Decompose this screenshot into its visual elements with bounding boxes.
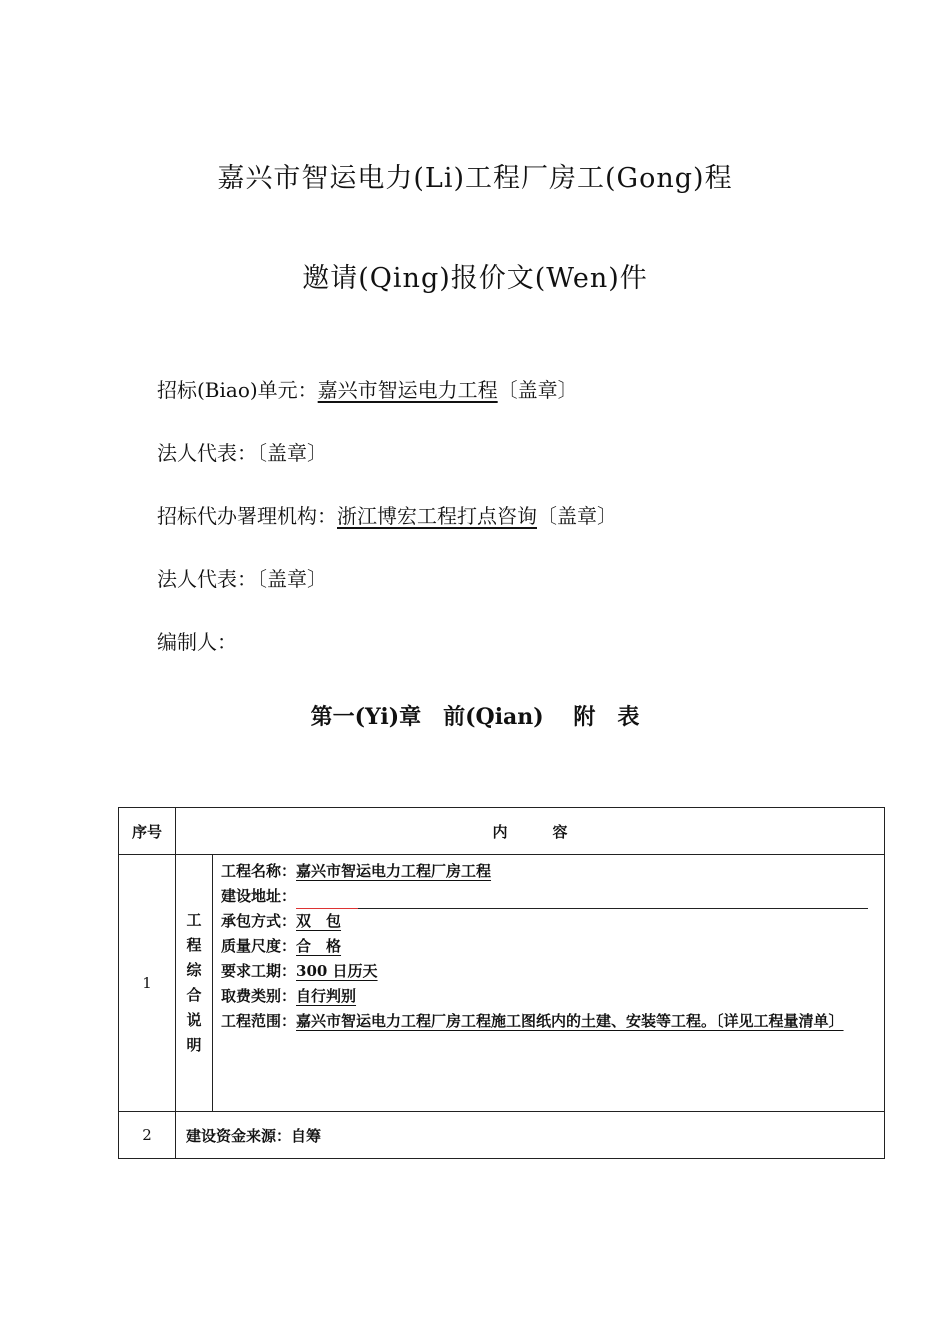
header-content: 内 容 [176, 808, 885, 855]
compiler-label: 编制人： [157, 630, 237, 654]
front-appendix-table [118, 807, 885, 1159]
item-value: 嘉兴市智运电力工程厂房工程 [296, 862, 492, 880]
item-label: 取费类别： [221, 987, 297, 1005]
document-title-line1: 嘉兴市智运电力(Li)工程厂房工(Gong)程 [217, 163, 733, 194]
duration-item [221, 959, 876, 984]
legal-rep-line-1 [157, 437, 327, 466]
legal-rep-line-2 [157, 563, 327, 592]
agency-label: 招标代办署理机构： [157, 504, 337, 528]
agency-line [157, 500, 617, 529]
item-label: 工程名称： [221, 862, 297, 880]
header-seq: 序号 [119, 808, 176, 855]
address-blank-line [296, 890, 868, 909]
document-title-line2: 邀请(Qing)报价文(Wen)件 [302, 263, 648, 294]
tender-unit-value: 嘉兴市智运电力工程 [317, 378, 498, 402]
item-value: 双 包 [296, 912, 342, 930]
vlabel-char: 综 [186, 961, 202, 979]
row1-seq: 1 [119, 855, 176, 1112]
row2-content: 建设资金来源：自筹 [176, 1112, 885, 1159]
quality-item [221, 934, 876, 959]
compiler-line [157, 626, 237, 655]
tender-unit-line [157, 374, 578, 403]
table-row [119, 855, 885, 1112]
item-value: 合 格 [296, 937, 342, 955]
agency-value: 浙江博宏工程打点咨询 [337, 504, 537, 528]
row1-details [213, 855, 885, 1112]
legal-rep-seal-2: 〔盖章〕 [257, 567, 327, 591]
item-label: 要求工期： [221, 962, 297, 980]
contract-mode-item [221, 909, 876, 934]
table-row [119, 1112, 885, 1159]
vlabel-char: 程 [186, 936, 202, 954]
legal-rep-label-1: 法人代表： [157, 441, 257, 465]
vlabel-char: 明 [186, 1036, 202, 1054]
scope-item [221, 1009, 876, 1034]
tender-unit-label: 招标(Biao)单元： [157, 378, 318, 402]
tender-unit-seal: 〔盖章〕 [497, 378, 578, 402]
item-value: 300 日历天 [296, 962, 378, 980]
project-name-item [221, 859, 876, 884]
item-label: 承包方式： [221, 912, 297, 930]
item-label: 建设地址： [221, 887, 297, 905]
item-value: 自行判别 [296, 987, 357, 1005]
item-value: 嘉兴市智运电力工程厂房工程施工图纸内的土建、安装等工程。〔详见工程量清单〕 [296, 1012, 844, 1030]
legal-rep-seal-1: 〔盖章〕 [257, 441, 327, 465]
vlabel-char: 说 [186, 1011, 202, 1029]
agency-seal: 〔盖章〕 [537, 504, 617, 528]
row2-seq: 2 [119, 1112, 176, 1159]
vlabel-char: 工 [186, 911, 202, 929]
table-header-row [119, 808, 885, 855]
fee-category-item [221, 984, 876, 1009]
vlabel-char: 合 [186, 986, 202, 1004]
legal-rep-label-2: 法人代表： [157, 567, 257, 591]
row1-vertical-label [176, 855, 213, 1112]
item-label: 质量尺度： [221, 937, 297, 955]
address-item [221, 884, 876, 909]
chapter-title: 第一(Yi)章 前(Qian) 附 表 [310, 704, 640, 730]
item-label: 工程范围： [221, 1012, 297, 1030]
